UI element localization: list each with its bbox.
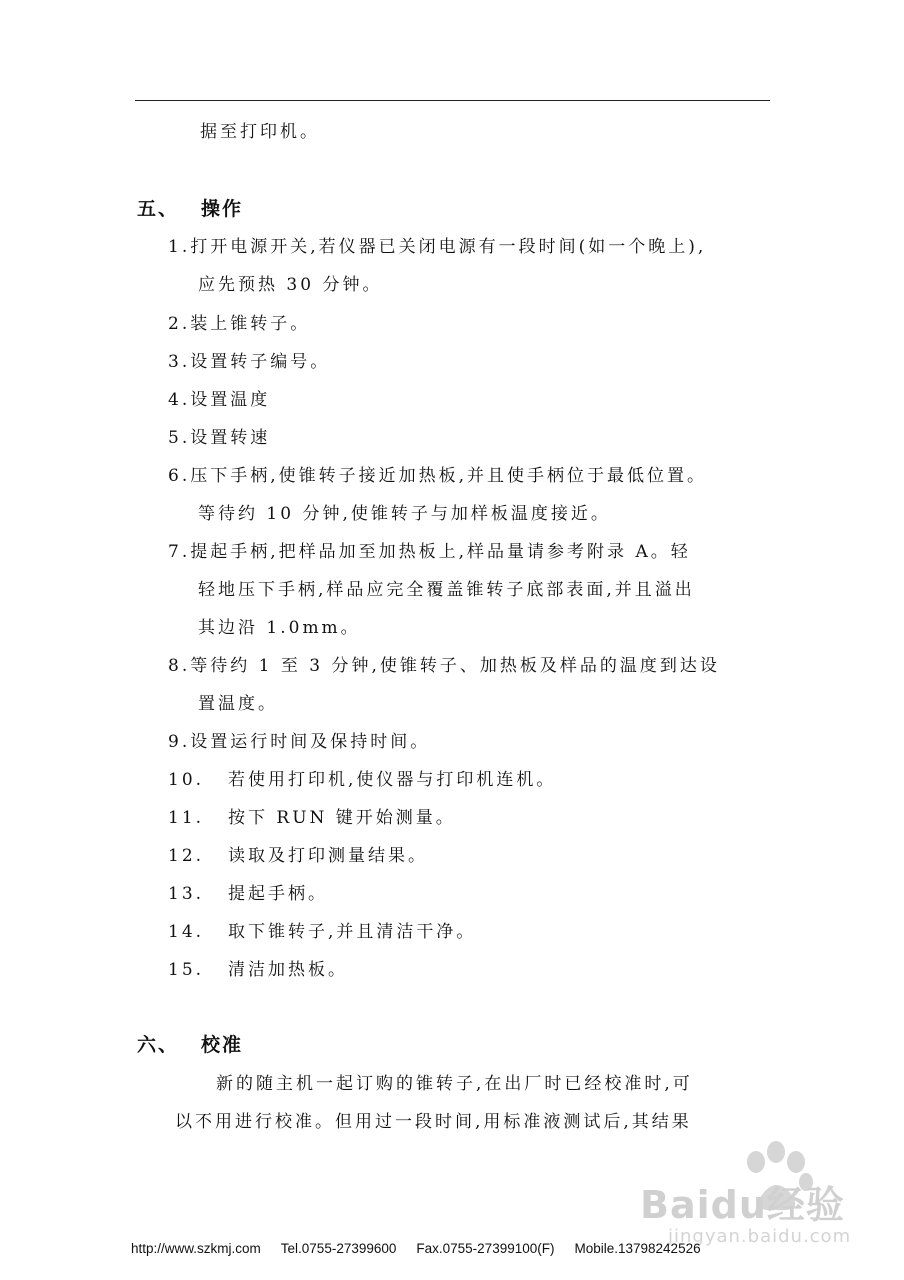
list-item: 13. 提起手柄。 bbox=[168, 884, 328, 904]
list-item: 1.打开电源开关,若仪器已关闭电源有一段时间(如一个晚上), bbox=[168, 237, 707, 257]
list-item-continuation: 轻地压下手柄,样品应完全覆盖锥转子底部表面,并且溢出 bbox=[198, 580, 695, 600]
list-item: 6.压下手柄,使锥转子接近加热板,并且使手柄位于最低位置。 bbox=[168, 466, 708, 486]
list-item: 15. 清洁加热板。 bbox=[168, 960, 348, 980]
footer-url: http://www.szkmj.com bbox=[131, 1241, 261, 1256]
list-item: 9.设置运行时间及保持时间。 bbox=[168, 732, 431, 752]
section-5-title: 操作 bbox=[201, 198, 244, 220]
list-item-continuation: 其边沿 1.0mm。 bbox=[198, 618, 361, 638]
paragraph-line: 新的随主机一起订购的锥转子,在出厂时已经校准时,可 bbox=[216, 1074, 693, 1094]
list-item: 7.提起手柄,把样品加至加热板上,样品量请参考附录 A。轻 bbox=[168, 542, 691, 562]
footer-tel: Tel.0755-27399600 bbox=[280, 1241, 397, 1256]
continuation-text: 据至打印机。 bbox=[200, 122, 320, 142]
section-6-number: 六、 bbox=[137, 1034, 180, 1056]
header-rule bbox=[135, 100, 770, 101]
list-item: 5.设置转速 bbox=[168, 428, 271, 448]
list-item-continuation: 置温度。 bbox=[198, 694, 278, 714]
footer-fax: Fax.0755-27399100(F) bbox=[416, 1241, 555, 1256]
watermark-brand: Baidu经验 bbox=[640, 1183, 845, 1227]
section-5-heading bbox=[137, 198, 243, 220]
list-item-continuation: 等待约 10 分钟,使锥转子与加样板温度接近。 bbox=[198, 504, 611, 524]
footer-mobile: Mobile.13798242526 bbox=[574, 1241, 701, 1256]
list-item: 12. 读取及打印测量结果。 bbox=[168, 846, 428, 866]
section-5-number: 五、 bbox=[137, 198, 180, 220]
list-item: 11. 按下 RUN 键开始测量。 bbox=[168, 808, 456, 828]
section-6-heading bbox=[137, 1034, 243, 1056]
list-item: 2.装上锥转子。 bbox=[168, 314, 311, 334]
section-6-title: 校准 bbox=[201, 1034, 244, 1056]
list-item: 14. 取下锥转子,并且清洁干净。 bbox=[168, 922, 477, 942]
watermark-url: jingyan.baidu.com bbox=[668, 1226, 852, 1247]
list-item-continuation: 应先预热 30 分钟。 bbox=[198, 275, 383, 295]
list-item: 4.设置温度 bbox=[168, 390, 271, 410]
list-item: 10. 若使用打印机,使仪器与打印机连机。 bbox=[168, 770, 557, 790]
paragraph-line: 以不用进行校准。但用过一段时间,用标准液测试后,其结果 bbox=[175, 1112, 692, 1132]
list-item: 3.设置转子编号。 bbox=[168, 352, 331, 372]
list-item: 8.等待约 1 至 3 分钟,使锥转子、加热板及样品的温度到达设 bbox=[168, 656, 720, 676]
footer-contact bbox=[131, 1241, 701, 1256]
